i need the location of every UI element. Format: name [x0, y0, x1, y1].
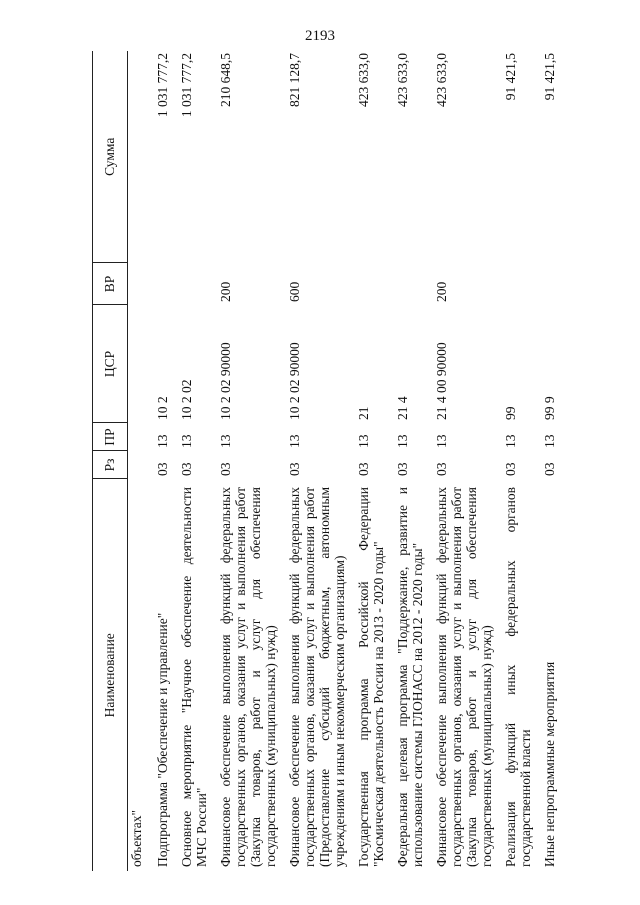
row-sum: 91 421,5 [542, 53, 557, 101]
header-rz: Рз [93, 451, 128, 479]
row-pr: 13 [503, 434, 518, 448]
row-pr: 13 [434, 434, 449, 448]
row-vr: 600 [287, 281, 302, 302]
header-sum: Сумма [93, 51, 128, 263]
row-csr: 10 2 02 90000 [287, 342, 302, 420]
header-row [93, 51, 128, 871]
table-row [537, 51, 561, 871]
row-pr: 13 [542, 434, 557, 448]
header-pr: ПР [93, 423, 128, 451]
page-number: 2193 [305, 28, 335, 44]
row-sum: 821 128,7 [287, 53, 302, 107]
row-rz: 03 [218, 462, 233, 476]
row-sum: 423 633,0 [356, 53, 371, 107]
table-row [128, 51, 151, 871]
row-sum: 423 633,0 [395, 53, 410, 107]
rotated-table-container [92, 51, 592, 871]
row-sum: 1 031 777,2 [155, 53, 170, 118]
row-name: Иные непрограммные мероприятия [542, 661, 557, 867]
row-pr: 13 [356, 434, 371, 448]
row-csr: 21 4 [395, 396, 410, 420]
row-vr [498, 263, 537, 305]
table-row [351, 51, 390, 871]
table-row [282, 51, 351, 871]
row-csr: 99 9 [542, 396, 557, 420]
table-row [429, 51, 498, 871]
row-sum: 91 421,5 [503, 53, 518, 101]
row-csr: 21 [356, 406, 371, 420]
row-csr [128, 305, 151, 423]
header-name: Наименование [93, 479, 128, 871]
row-vr: 200 [434, 281, 449, 302]
row-rz: 03 [434, 462, 449, 476]
row-rz [128, 451, 151, 479]
row-pr [128, 423, 151, 451]
table-body [128, 51, 562, 871]
table-row [390, 51, 429, 871]
row-name: Государственная программа Российской Федерации "Космическая деятельность России на 2013 - 2020 годы" [356, 487, 386, 867]
row-vr [537, 263, 561, 305]
row-csr: 10 2 02 90000 [218, 342, 233, 420]
row-name: Подпрограмма "Обеспечение и управление" [155, 612, 170, 867]
row-vr [128, 263, 151, 305]
row-sum [128, 51, 151, 263]
row-pr: 13 [395, 434, 410, 448]
row-name: Основное мероприятие "Научное обеспечение деятельности МЧС России" [179, 487, 209, 867]
budget-table [92, 51, 561, 871]
row-pr: 13 [155, 434, 170, 448]
row-sum: 210 648,5 [218, 53, 233, 107]
row-name: Финансовое обеспечение выполнения функций федеральных государственных органов, оказания услуг и выполнения работ (Закупка товаров, работ и услуг для обеспечения государственных (муниципальных) нужд) [218, 487, 278, 867]
row-rz: 03 [155, 462, 170, 476]
row-pr: 13 [287, 434, 302, 448]
row-vr [150, 263, 174, 305]
row-name: Финансовое обеспечение выполнения функций федеральных государственных органов, оказания услуг и выполнения работ (Предоставление субсидий бюджетным, автономным учреждениям и иным некоммерческим организациям) [287, 487, 347, 867]
table-row [498, 51, 537, 871]
row-rz: 03 [503, 462, 518, 476]
row-csr: 21 4 00 90000 [434, 342, 449, 420]
table-row [150, 51, 174, 871]
row-sum: 1 031 777,2 [179, 53, 194, 118]
row-csr: 10 2 [155, 396, 170, 420]
row-rz: 03 [542, 462, 557, 476]
row-name: Финансовое обеспечение выполнения функций федеральных государственных органов, оказания услуг и выполнения работ (Закупка товаров, работ и услуг для обеспечения государственных (муниципальных) нужд) [434, 487, 494, 867]
row-rz: 03 [395, 462, 410, 476]
row-vr [390, 263, 429, 305]
row-rz: 03 [356, 462, 371, 476]
table-header [93, 51, 128, 871]
row-csr: 99 [503, 406, 518, 420]
row-pr: 13 [179, 434, 194, 448]
row-vr [174, 263, 213, 305]
row-vr [351, 263, 390, 305]
row-rz: 03 [179, 462, 194, 476]
row-sum: 423 633,0 [434, 53, 449, 107]
row-pr: 13 [218, 434, 233, 448]
row-rz: 03 [287, 462, 302, 476]
table-row [174, 51, 213, 871]
row-vr: 200 [218, 281, 233, 302]
table-row [213, 51, 282, 871]
header-vr: ВР [93, 263, 128, 305]
row-name: Федеральная целевая программа "Поддержание, развитие и использование системы ГЛОНАСС на 2012 - 2020 годы" [395, 487, 425, 867]
row-name: Реализация функций иных федеральных органов государственной власти [503, 487, 533, 867]
row-csr: 10 2 02 [179, 379, 194, 420]
row-name: объектах" [129, 810, 144, 867]
header-csr: ЦСР [93, 305, 128, 423]
